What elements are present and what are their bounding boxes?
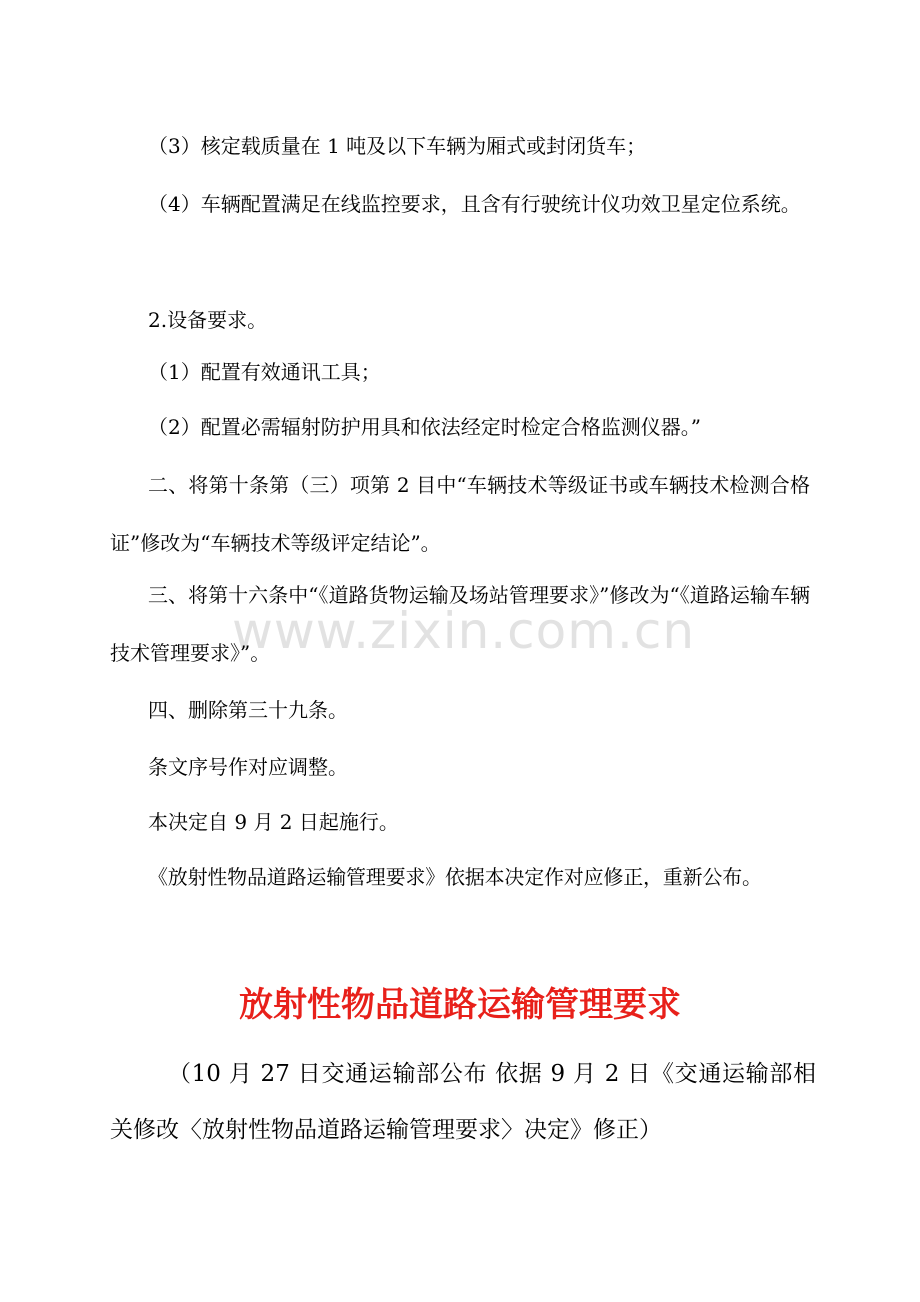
- paragraph-item-3: （3）核定载质量在 1 吨及以下车辆为厢式或封闭货车；: [148, 134, 647, 158]
- paragraph-effective-date: 本决定自 9 月 2 日起施行。: [148, 810, 399, 834]
- document-subtitle: （10 月 27 日交通运输部公布 依据 9 月 2 日《交通运输部相关修改〈放射性物品道路运输管理要求〉决定》修正）: [110, 1061, 816, 1143]
- paragraph-amendment-2: 二、将第十条第（三）项第 2 目中“车辆技术等级证书或车辆技术检测合格证”修改为“车辆技术等级评定结论”。: [110, 473, 810, 555]
- paragraph-item-4: （4）车辆配置满足在线监控要求，且含有行驶统计仪功效卫星定位系统。: [148, 192, 801, 216]
- paragraph-amendment-4: 四、删除第三十九条。: [148, 698, 348, 722]
- paragraph-republish: 《放射性物品道路运输管理要求》依据本决定作对应修正，重新公布。: [148, 865, 762, 889]
- paragraph-renumbering: 条文序号作对应调整。: [148, 755, 348, 779]
- watermark: www.zixin.com.cn: [232, 602, 696, 660]
- document-title: 放射性物品道路运输管理要求: [239, 985, 681, 1025]
- paragraph-equipment-heading: 2.设备要求。: [148, 308, 268, 332]
- paragraph-amendment-3: 三、将第十六条中“《道路货物运输及场站管理要求》”修改为“《道路运输车辆技术管理要求》”。: [110, 583, 810, 665]
- paragraph-equipment-2: （2）配置必需辐射防护用具和依法经定时检定合格监测仪器。”: [148, 415, 701, 439]
- paragraph-equipment-1: （1）配置有效通讯工具；: [148, 360, 381, 384]
